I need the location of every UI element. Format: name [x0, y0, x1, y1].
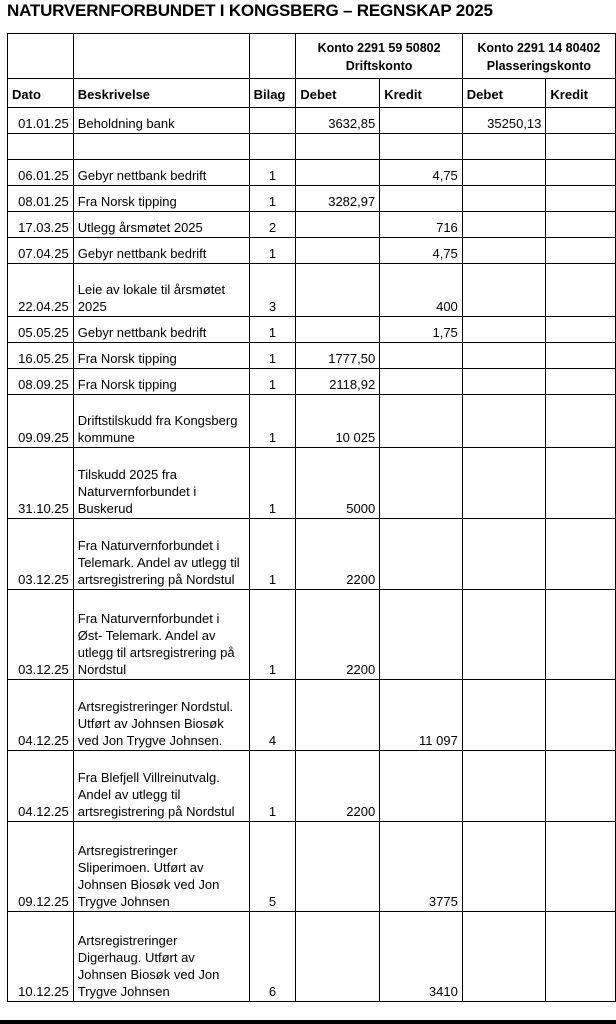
cell-kredit — [380, 186, 463, 212]
table-row — [8, 186, 616, 212]
cell-dato: 31.10.25 — [8, 448, 74, 519]
cell-beskrivelse — [73, 134, 249, 160]
cell-beskrivelse: Beholdning bank — [73, 108, 249, 134]
cell-bilag: 6 — [249, 912, 296, 1002]
cell-dato: 08.01.25 — [8, 186, 74, 212]
table-row — [8, 212, 616, 238]
account-number: Konto 2291 59 50802 — [317, 41, 441, 55]
table-row — [8, 395, 616, 448]
cell-dato: 10.12.25 — [8, 912, 74, 1002]
cell-beskrivelse: Artsregistreringer Nordstul. Utført av Johnsen Biosøk ved Jon Trygve Johnsen. — [73, 680, 249, 751]
table-row — [8, 519, 616, 590]
account-number: Konto 2291 14 80402 — [477, 41, 601, 55]
cell-kredit-plassering — [546, 395, 616, 448]
cell-dato: 08.09.25 — [8, 369, 74, 395]
cell-debet-plassering — [462, 186, 546, 212]
ledger-table — [7, 33, 616, 1002]
cell-beskrivelse: Fra Blefjell Villreinutvalg. Andel av utlegg til artsregistrering på Nordstul — [73, 751, 249, 822]
cell-bilag: 1 — [249, 186, 296, 212]
cell-kredit-plassering — [546, 108, 616, 134]
table-row — [8, 448, 616, 519]
cell-debet-plassering — [462, 317, 546, 343]
cell-bilag: 1 — [249, 160, 296, 186]
cell-dato: 17.03.25 — [8, 212, 74, 238]
cell-debet-plassering — [462, 343, 546, 369]
cell-beskrivelse: Fra Norsk tipping — [73, 343, 249, 369]
header-kredit-plassering: Kredit — [546, 79, 616, 108]
cell-kredit-plassering — [546, 751, 616, 822]
cell-beskrivelse: Driftstilskudd fra Kongsberg kommune — [73, 395, 249, 448]
cell-debet — [296, 680, 380, 751]
cell-debet — [296, 264, 380, 317]
cell-debet: 2200 — [296, 519, 380, 590]
cell-kredit-plassering — [546, 519, 616, 590]
cell-debet — [296, 822, 380, 912]
cell-kredit — [380, 369, 463, 395]
cell-bilag: 2 — [249, 212, 296, 238]
cell-debet-plassering — [462, 751, 546, 822]
cell-debet-plassering — [462, 369, 546, 395]
header-debet-plassering: Debet — [462, 79, 546, 108]
cell-kredit-plassering — [546, 238, 616, 264]
cell-bilag: 5 — [249, 822, 296, 912]
cell-kredit: 11 097 — [380, 680, 463, 751]
cell-debet-plassering — [462, 590, 546, 680]
cell-bilag: 4 — [249, 680, 296, 751]
cell-beskrivelse: Utlegg årsmøtet 2025 — [73, 212, 249, 238]
cell-debet-plassering — [462, 160, 546, 186]
document-title: NATURVERNFORBUNDET I KONGSBERG – REGNSKAP 2025 — [7, 1, 493, 20]
cell-bilag: 1 — [249, 369, 296, 395]
header-bilag: Bilag — [249, 79, 296, 108]
table-row — [8, 680, 616, 751]
table-row — [8, 912, 616, 1002]
cell-debet-plassering — [462, 822, 546, 912]
cell-kredit-plassering — [546, 134, 616, 160]
cell-dato: 09.12.25 — [8, 822, 74, 912]
cell-beskrivelse: Artsregistreringer Sliperimoen. Utført av Johnsen Biosøk ved Jon Trygve Johnsen — [73, 822, 249, 912]
table-row — [8, 343, 616, 369]
cell-debet: 2200 — [296, 751, 380, 822]
account-name: Plasseringskonto — [486, 59, 591, 73]
cell-kredit — [380, 751, 463, 822]
cell-debet — [296, 212, 380, 238]
cell-dato: 06.01.25 — [8, 160, 74, 186]
cell-debet — [296, 160, 380, 186]
cell-kredit-plassering — [546, 317, 616, 343]
table-row — [8, 238, 616, 264]
cell-bilag: 1 — [249, 448, 296, 519]
cell-bilag: 3 — [249, 264, 296, 317]
cell-bilag — [249, 134, 296, 160]
empty-cell — [249, 34, 296, 79]
cell-dato: 01.01.25 — [8, 108, 74, 134]
cell-kredit-plassering — [546, 160, 616, 186]
cell-kredit-plassering — [546, 343, 616, 369]
cell-debet-plassering — [462, 134, 546, 160]
cell-beskrivelse: Gebyr nettbank bedrift — [73, 317, 249, 343]
cell-beskrivelse: Gebyr nettbank bedrift — [73, 160, 249, 186]
account-header-row — [8, 34, 616, 79]
cell-debet-plassering — [462, 912, 546, 1002]
cell-dato: 22.04.25 — [8, 264, 74, 317]
table-row — [8, 160, 616, 186]
cell-kredit-plassering — [546, 212, 616, 238]
cell-kredit: 4,75 — [380, 238, 463, 264]
cell-debet: 2200 — [296, 590, 380, 680]
cell-dato: 05.05.25 — [8, 317, 74, 343]
cell-kredit-plassering — [546, 369, 616, 395]
cell-debet: 5000 — [296, 448, 380, 519]
cell-bilag: 1 — [249, 519, 296, 590]
table-row — [8, 108, 616, 134]
cell-debet-plassering — [462, 395, 546, 448]
cell-debet: 2118,92 — [296, 369, 380, 395]
cell-debet — [296, 134, 380, 160]
cell-debet-plassering — [462, 264, 546, 317]
cell-beskrivelse: Tilskudd 2025 fra Naturvernforbundet i Buskerud — [73, 448, 249, 519]
cell-debet-plassering — [462, 238, 546, 264]
cell-kredit: 400 — [380, 264, 463, 317]
cell-debet: 3282,97 — [296, 186, 380, 212]
table-row — [8, 822, 616, 912]
cell-debet-plassering — [462, 448, 546, 519]
header-debet: Debet — [296, 79, 380, 108]
cell-bilag: 1 — [249, 395, 296, 448]
cell-kredit-plassering — [546, 912, 616, 1002]
cell-kredit-plassering — [546, 264, 616, 317]
cell-kredit-plassering — [546, 448, 616, 519]
cell-bilag: 1 — [249, 317, 296, 343]
table-row — [8, 751, 616, 822]
cell-kredit — [380, 519, 463, 590]
table-row — [8, 369, 616, 395]
table-row — [8, 134, 616, 160]
cell-beskrivelse: Fra Naturvernforbundet i Telemark. Andel av utlegg til artsregistrering på Nordstul — [73, 519, 249, 590]
cell-kredit — [380, 134, 463, 160]
table-row — [8, 317, 616, 343]
cell-dato: 04.12.25 — [8, 680, 74, 751]
table-row — [8, 264, 616, 317]
table-row — [8, 590, 616, 680]
header-dato: Dato — [8, 79, 74, 108]
account-plasseringskonto — [462, 34, 615, 79]
cell-debet-plassering — [462, 680, 546, 751]
empty-cell — [8, 34, 74, 79]
cell-bilag: 1 — [249, 751, 296, 822]
cell-kredit — [380, 590, 463, 680]
cell-kredit: 1,75 — [380, 317, 463, 343]
header-beskrivelse: Beskrivelse — [73, 79, 249, 108]
cell-debet — [296, 317, 380, 343]
cell-kredit — [380, 395, 463, 448]
cell-debet-plassering — [462, 519, 546, 590]
cell-dato: 03.12.25 — [8, 590, 74, 680]
cell-debet: 10 025 — [296, 395, 380, 448]
cell-kredit-plassering — [546, 680, 616, 751]
cell-bilag: 1 — [249, 343, 296, 369]
cell-debet: 3632,85 — [296, 108, 380, 134]
cell-debet — [296, 238, 380, 264]
cell-dato: 16.05.25 — [8, 343, 74, 369]
cell-beskrivelse: Gebyr nettbank bedrift — [73, 238, 249, 264]
cell-beskrivelse: Leie av lokale til årsmøtet 2025 — [73, 264, 249, 317]
page-bottom-edge — [0, 1020, 616, 1024]
account-name: Driftskonto — [345, 59, 413, 73]
cell-kredit-plassering — [546, 822, 616, 912]
cell-kredit: 3410 — [380, 912, 463, 1002]
cell-beskrivelse: Fra Norsk tipping — [73, 369, 249, 395]
cell-bilag: 1 — [249, 590, 296, 680]
cell-bilag: 1 — [249, 238, 296, 264]
account-driftskonto — [296, 34, 462, 79]
cell-debet — [296, 912, 380, 1002]
cell-dato: 09.09.25 — [8, 395, 74, 448]
cell-kredit: 3775 — [380, 822, 463, 912]
cell-debet-plassering: 35250,13 — [462, 108, 546, 134]
cell-kredit — [380, 343, 463, 369]
cell-kredit — [380, 108, 463, 134]
cell-kredit: 716 — [380, 212, 463, 238]
cell-kredit-plassering — [546, 186, 616, 212]
cell-kredit-plassering — [546, 590, 616, 680]
cell-debet: 1777,50 — [296, 343, 380, 369]
cell-kredit: 4,75 — [380, 160, 463, 186]
column-header-row — [8, 79, 616, 108]
cell-beskrivelse: Artsregistreringer Digerhaug. Utført av Johnsen Biosøk ved Jon Trygve Johnsen — [73, 912, 249, 1002]
cell-dato: 03.12.25 — [8, 519, 74, 590]
cell-beskrivelse: Fra Norsk tipping — [73, 186, 249, 212]
cell-dato: 07.04.25 — [8, 238, 74, 264]
cell-bilag — [249, 108, 296, 134]
cell-debet-plassering — [462, 212, 546, 238]
cell-beskrivelse: Fra Naturvernforbundet i Øst- Telemark. Andel av utlegg til artsregistrering på Nordstul — [73, 590, 249, 680]
empty-cell — [73, 34, 249, 79]
header-kredit: Kredit — [380, 79, 463, 108]
cell-kredit — [380, 448, 463, 519]
cell-dato — [8, 134, 74, 160]
cell-dato: 04.12.25 — [8, 751, 74, 822]
